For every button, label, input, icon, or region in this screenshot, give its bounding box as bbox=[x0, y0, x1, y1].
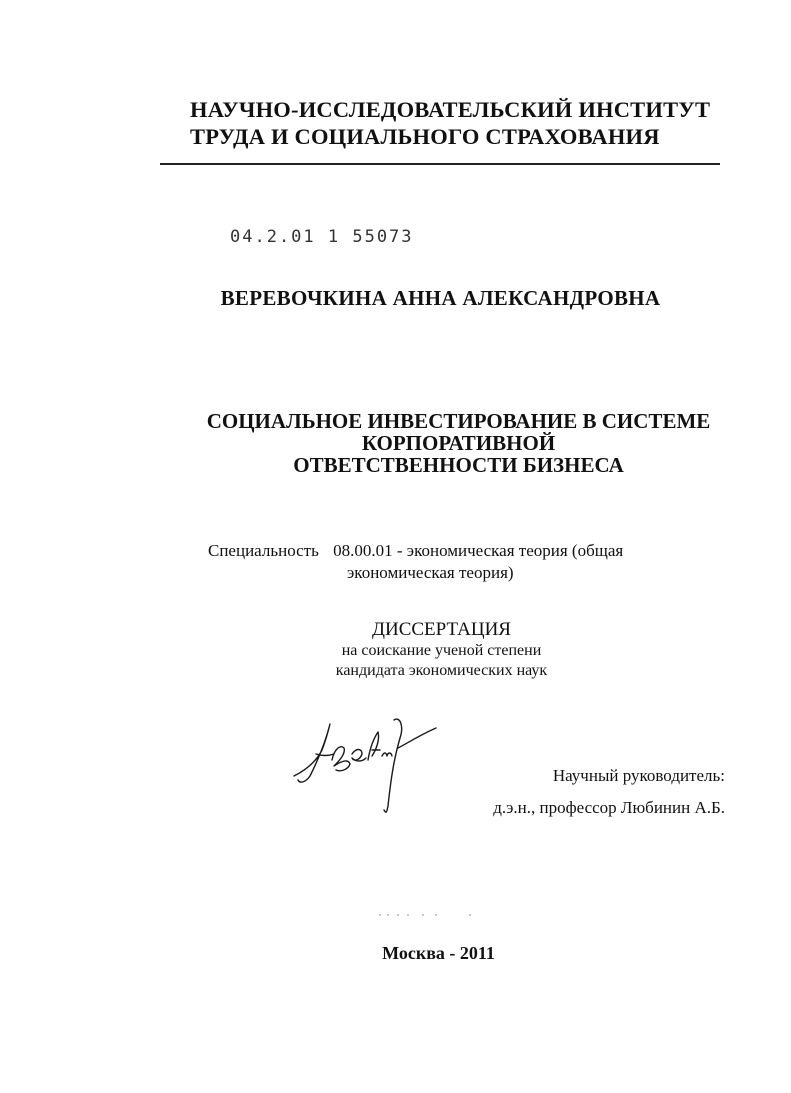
title-line-1: СОЦИАЛЬНОЕ ИНВЕСТИРОВАНИЕ В СИСТЕМЕ bbox=[206, 409, 711, 433]
supervisor-block bbox=[493, 760, 725, 824]
institution-line-2: ТРУДА И СОЦИАЛЬНОГО СТРАХОВАНИЯ bbox=[190, 124, 660, 149]
registration-stamp-number: 04.2.01 1 55073 bbox=[230, 227, 414, 247]
supervisor-name: д.э.н., профессор Любинин А.Б. bbox=[493, 798, 725, 817]
dissertation-heading: ДИССЕРТАЦИЯ bbox=[372, 619, 511, 640]
specialty-block bbox=[208, 540, 623, 584]
scan-specks bbox=[378, 910, 478, 920]
institution-header bbox=[190, 96, 710, 150]
specialty-code: 08.00.01 - bbox=[333, 541, 403, 560]
author-name: ВЕРЕВОЧКИНА АННА АЛЕКСАНДРОВНА bbox=[220, 286, 661, 310]
handwritten-signature bbox=[288, 710, 448, 820]
dissertation-line-1: на соискание ученой степени bbox=[341, 642, 542, 659]
specialty-name-line-2: экономическая теория) bbox=[347, 563, 514, 582]
title-line-3: ОТВЕТСТВЕННОСТИ БИЗНЕСА bbox=[293, 453, 624, 477]
dissertation-title bbox=[0, 410, 791, 476]
institution-line-1: НАУЧНО-ИССЛЕДОВАТЕЛЬСКИЙ ИНСТИТУТ bbox=[190, 97, 711, 122]
dissertation-block bbox=[0, 619, 791, 681]
specialty-name-line-1: экономическая теория (общая bbox=[406, 541, 624, 560]
title-line-2: КОРПОРАТИВНОЙ bbox=[361, 431, 556, 455]
specialty-label: Специальность bbox=[208, 541, 319, 560]
supervisor-label: Научный руководитель: bbox=[552, 766, 725, 785]
dissertation-line-2: кандидата экономических наук bbox=[335, 662, 548, 679]
city-year: Москва - 2011 bbox=[382, 943, 495, 963]
header-divider bbox=[160, 163, 720, 165]
